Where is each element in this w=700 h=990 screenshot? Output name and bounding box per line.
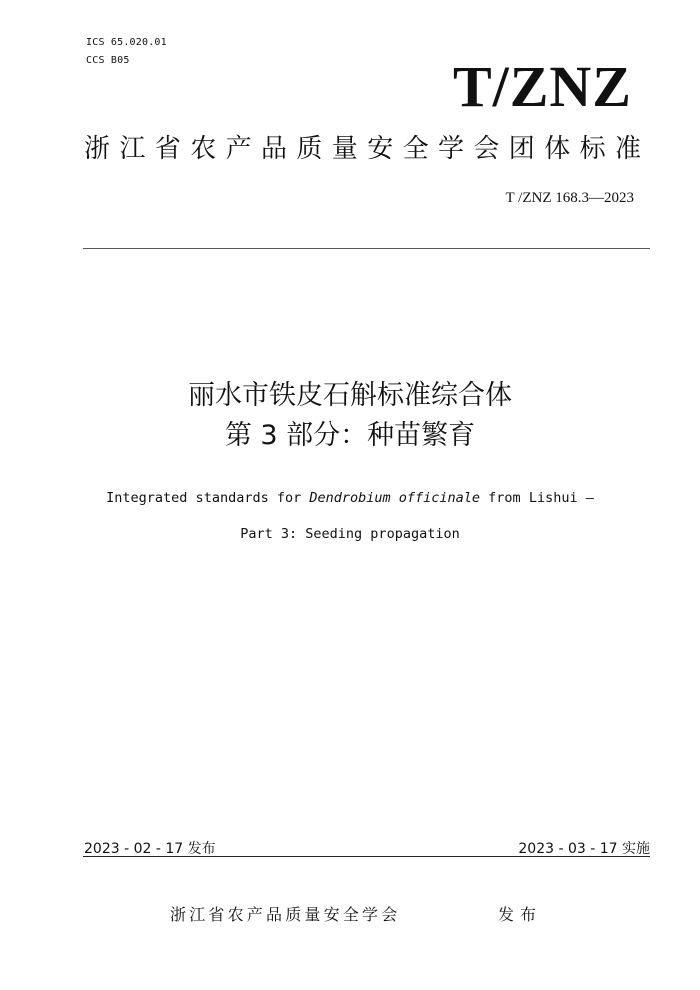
title-english-prefix: Integrated standards for <box>106 490 310 506</box>
publish-label: 发布 <box>498 905 543 924</box>
implementation-date: 2023 - 03 - 17 实施 <box>518 841 650 857</box>
organization-title: 浙江省农产品质量安全学会团体标准 <box>84 134 651 164</box>
publisher-name: 浙江省农产品质量安全学会 <box>170 905 401 924</box>
release-date: 2023 - 02 - 17 发布 <box>84 841 216 857</box>
title-english-suffix: from Lishui — <box>480 490 594 506</box>
title-english-line-2: Part 3: Seeding propagation <box>240 526 460 542</box>
bottom-divider <box>83 856 650 857</box>
standard-number: T /ZNZ 168.3—2023 <box>505 190 634 206</box>
ccs-code: CCS B05 <box>86 55 130 66</box>
top-divider <box>83 248 650 249</box>
title-english-species: Dendrobium officinale <box>309 490 481 506</box>
title-chinese-line-1: 丽水市铁皮石斛标准综合体 <box>188 380 512 411</box>
title-english-line-1 <box>0 490 700 506</box>
title-chinese-line-2: 第 3 部分：种苗繁育 <box>224 420 476 451</box>
standard-logo: T/ZNZ <box>452 54 632 119</box>
ics-code: ICS 65.020.01 <box>86 37 167 48</box>
